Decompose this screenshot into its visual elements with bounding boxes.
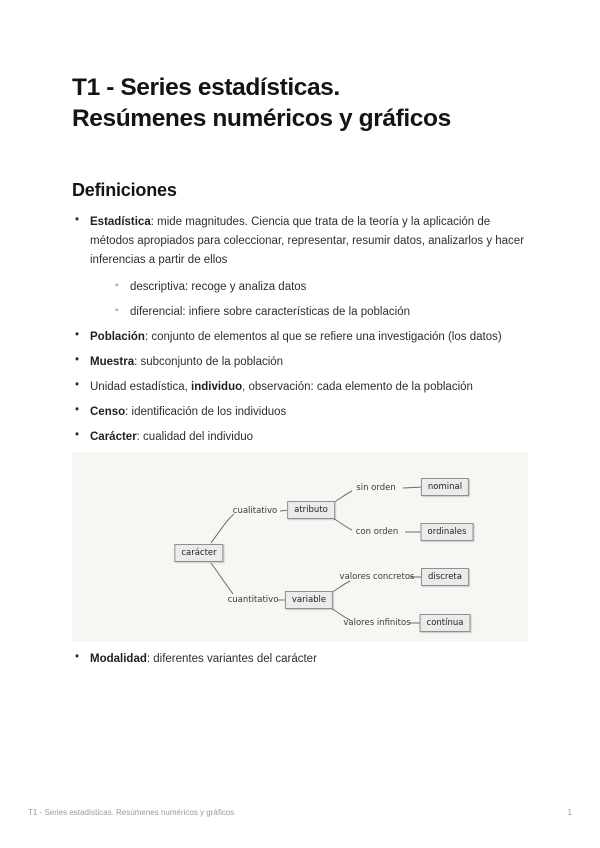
list-item-text: Carácter: cualidad del individuo — [90, 431, 254, 443]
definitions-list — [72, 212, 528, 446]
list-item-poblacion — [72, 327, 528, 346]
character-tree-diagram-image — [72, 452, 528, 642]
list-item-text: Muestra: subconjunto de la población — [90, 356, 284, 368]
list-item-caracter — [72, 427, 528, 446]
footer-document-title: T1 - Series estadísticas. Resúmenes numéricos y gráficos — [28, 808, 235, 817]
bullet-icon — [75, 212, 79, 229]
list-item-diferencial — [112, 302, 528, 321]
circle-bullet-icon — [115, 302, 119, 319]
bullet-icon — [75, 402, 79, 419]
list-item-text: Censo: identificación de los individuos — [90, 406, 287, 418]
diagram-node-caracter: carácter — [174, 544, 223, 562]
list-item-censo — [72, 402, 528, 421]
diagram-node-variable: variable — [285, 591, 333, 609]
diagram-label-sin-orden: sin orden — [356, 483, 396, 493]
page-title-line2: Resúmenes numéricos y gráficos — [72, 105, 451, 132]
circle-bullet-icon — [115, 277, 119, 294]
diagram-node-atributo: atributo — [287, 501, 335, 519]
list-item-text: Estadística: mide magnitudes. Ciencia que trata de la teoría y la aplicación de métodos apropiados para coleccionar, representar, resumir datos, analizarlos y hacer inferencias a partir de ellos — [90, 216, 525, 266]
list-item-text: diferencial: infiere sobre características de la población — [130, 306, 410, 318]
list-item-muestra — [72, 352, 528, 371]
list-item-modalidad — [72, 649, 528, 668]
list-item-text: Población: conjunto de elementos al que se refiere una investigación (los datos) — [90, 331, 502, 343]
bullet-icon — [75, 377, 79, 394]
list-item-descriptiva — [112, 277, 528, 296]
estadistica-sublist — [112, 277, 528, 321]
diagram-label-valores-concretos: valores concretos — [339, 572, 415, 582]
list-item-estadistica — [72, 212, 528, 321]
diagram-label-cuantitativo: cuantitativo — [227, 595, 279, 605]
diagram-label-valores-infinitos: valores infinitos — [343, 618, 411, 628]
modalidad-list — [72, 649, 528, 668]
section-heading-definiciones: Definiciones — [72, 180, 177, 200]
bullet-icon — [75, 352, 79, 369]
diagram-node-ordinales: ordinales — [421, 523, 474, 541]
bullet-icon — [75, 427, 79, 444]
diagram-label-con-orden: con orden — [355, 527, 399, 537]
diagram-node-nominal: nominal — [421, 478, 469, 496]
page-footer — [28, 808, 572, 818]
list-item-unidad-estadistica — [72, 377, 528, 396]
diagram-node-discreta: discreta — [421, 568, 469, 586]
bullet-icon — [75, 649, 79, 666]
page-title — [72, 0, 528, 134]
list-item-text: Modalidad: diferentes variantes del carácter — [90, 653, 317, 665]
list-item-text: descriptiva: recoge y analiza datos — [130, 281, 307, 293]
bullet-icon — [75, 327, 79, 344]
list-item-text: Unidad estadística, individuo, observación: cada elemento de la población — [90, 381, 473, 393]
footer-page-number: 1 — [567, 808, 572, 817]
page-title-line1: T1 - Series estadísticas. — [72, 74, 340, 101]
diagram-label-cualitativo: cualitativo — [232, 506, 278, 516]
diagram-node-continua: contínua — [420, 614, 471, 632]
